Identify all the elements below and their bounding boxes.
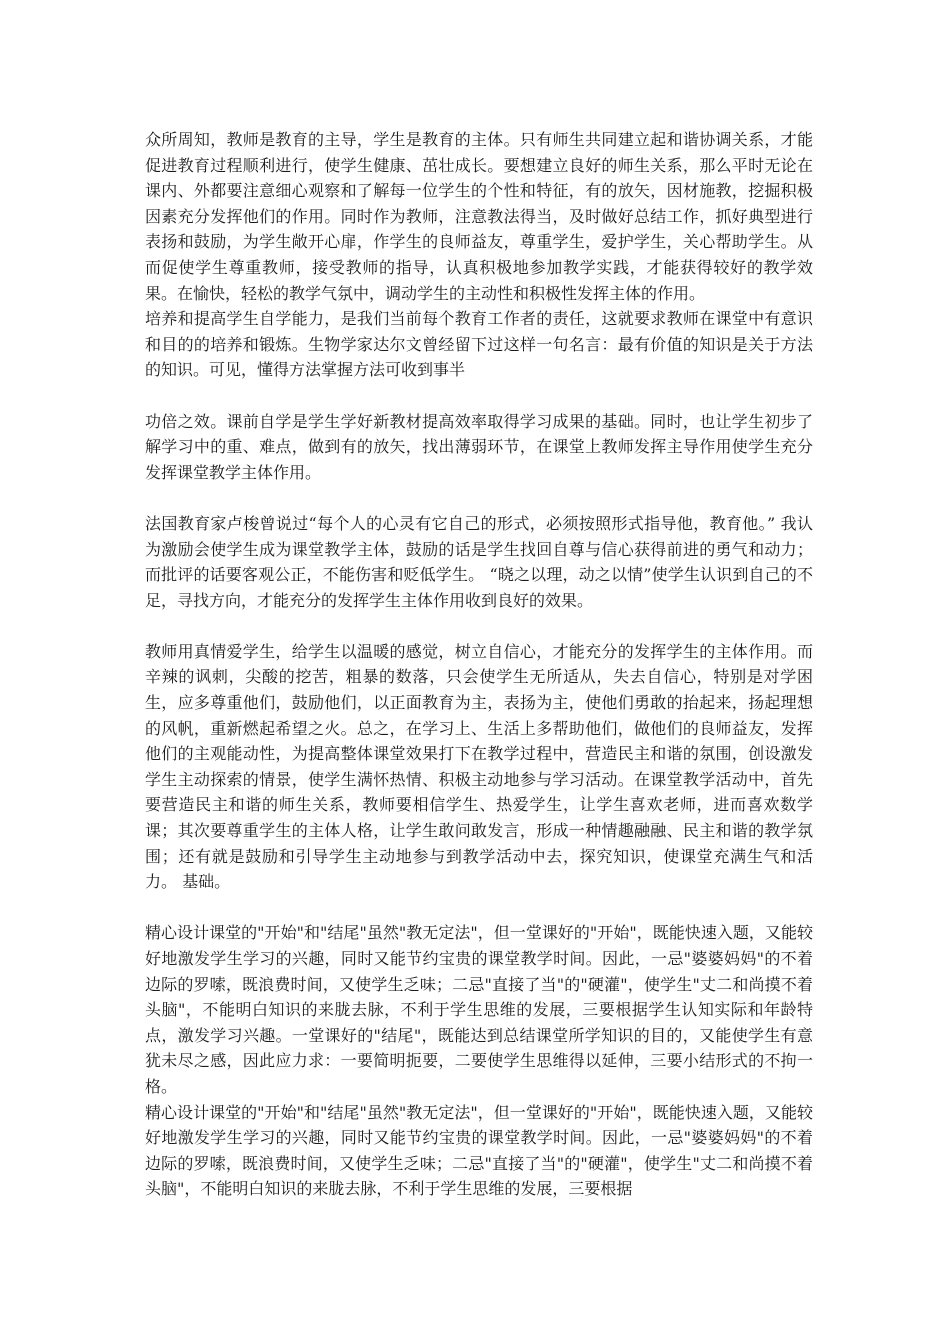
paragraph-spacer <box>145 485 813 511</box>
paragraph-rousseau-quote: 法国教育家卢梭曾说过“每个人的心灵有它自己的形式，必须按照形式指导他，教育他。” 我认为激励会使学生成为课堂教学主体，鼓励的话是学生找回自尊与信心获得前进的勇气和动力；而批评的话要客观公正，不能伤害和贬低学生。 “晓之以理，动之以情”使学生认识到自己的不足，寻找方向，才能充分的发挥学生主体作用收到良好的效果。 <box>145 513 813 610</box>
paragraph-spacer <box>145 613 813 639</box>
paragraph-love-students: 教师用真情爱学生，给学生以温暖的感觉，树立自信心，才能充分的发挥学生的主体作用。而辛辣的讽刺，尖酸的挖苦，粗暴的数落，只会使学生无所适从，失去自信心，特别是对学困生，应多尊重他们，鼓励他们，以正面教育为主，表扬为主，使他们勇敢的抬起来，扬起理想的风帆，重新燃起希望之火。总之，在学习上、生活上多帮助他们，做他们的良师益友，发挥他们的主观能动性，为提高整体课堂效果打下在教学过程中，营造民主和谐的氛围，创设激发学生主动探索的情景，使学生满怀热情、积极主动地参与学习活动。在课堂教学活动中，首先要营造民主和谐的师生关系，教师要相信学生、热爱学生，让学生喜欢老师，进而喜欢数学课；其次要尊重学生的主体人格，让学生敢问敢发言，形成一种情趣融融、民主和谐的教学氛围；还有就是鼓励和引导学生主动地参与到教学活动中去，探究知识，使课堂充满生气和活力。 基础。 <box>145 641 813 892</box>
paragraph-lesson-design: 精心设计课堂的"开始"和"结尾"虽然"教无定法"，但一堂课好的"开始"，既能快速入题，又能较好地激发学生学习的兴趣，同时又能节约宝贵的课堂教学时间。因此，一忌"婆婆妈妈"的不着边际的罗嗦，既浪费时间，又使学生乏味；二忌"直接了当"的"硬灌"，使学生"丈二和尚摸不着头脑"，不能明白知识的来胧去脉，不利于学生思维的发展，三要根据学生认知实际和年龄特点，激发学习兴趣。一堂课好的"结尾"，既能达到总结课堂所学知识的目的，又能使学生有意犹未尽之感，因此应力求：一要简明扼要，二要使学生思维得以延伸，三要小结形式的不拘一格。 <box>145 923 813 1096</box>
paragraph-spacer <box>145 383 813 409</box>
paragraph-self-study-ability: 培养和提高学生自学能力，是我们当前每个教育工作者的责任，这就要求教师在课堂中有意识和目的的培养和锻炼。生物学家达尔文曾经留下过这样一句名言：最有价值的知识是关于方法的知识。可见，懂得方法掌握方法可收到事半 <box>145 309 813 380</box>
document-body <box>145 127 813 1202</box>
paragraph-pre-class-study: 功倍之效。课前自学是学生学好新教材提高效率取得学习成果的基础。同时，也让学生初步了解学习中的重、难点，做到有的放矢，找出薄弱环节，在课堂上教师发挥主导作用使学生充分发挥课堂教学主体作用。 <box>145 411 813 482</box>
paragraph-teacher-student-relationship: 众所周知，教师是教育的主导，学生是教育的主体。只有师生共同建立起和谐协调关系，才能促进教育过程顺利进行，使学生健康、茁壮成长。要想建立良好的师生关系，那么平时无论在课内、外都要注意细心观察和了解每一位学生的个性和特征，有的放矢，因材施教，挖掘积极因素充分发挥他们的作用。同时作为教师，注意教法得当，及时做好总结工作，抓好典型进行表扬和鼓励，为学生敞开心扉，作学生的良师益友，尊重学生，爱护学生，关心帮助学生。从而促使学生尊重教师，接受教师的指导，认真积极地参加教学实践，才能获得较好的教学效果。在愉快，轻松的教学气氛中，调动学生的主动性和积极性发挥主体的作用。 <box>145 130 813 303</box>
paragraph-lesson-design-repeat: 精心设计课堂的"开始"和"结尾"虽然"教无定法"，但一堂课好的"开始"，既能快速入题，又能较好地激发学生学习的兴趣，同时又能节约宝贵的课堂教学时间。因此，一忌"婆婆妈妈"的不着边际的罗嗦，既浪费时间，又使学生乏味；二忌"直接了当"的"硬灌"，使学生"丈二和尚摸不着头脑"，不能明白知识的来胧去脉，不利于学生思维的发展，三要根据 <box>145 1102 813 1199</box>
paragraph-spacer <box>145 895 813 921</box>
